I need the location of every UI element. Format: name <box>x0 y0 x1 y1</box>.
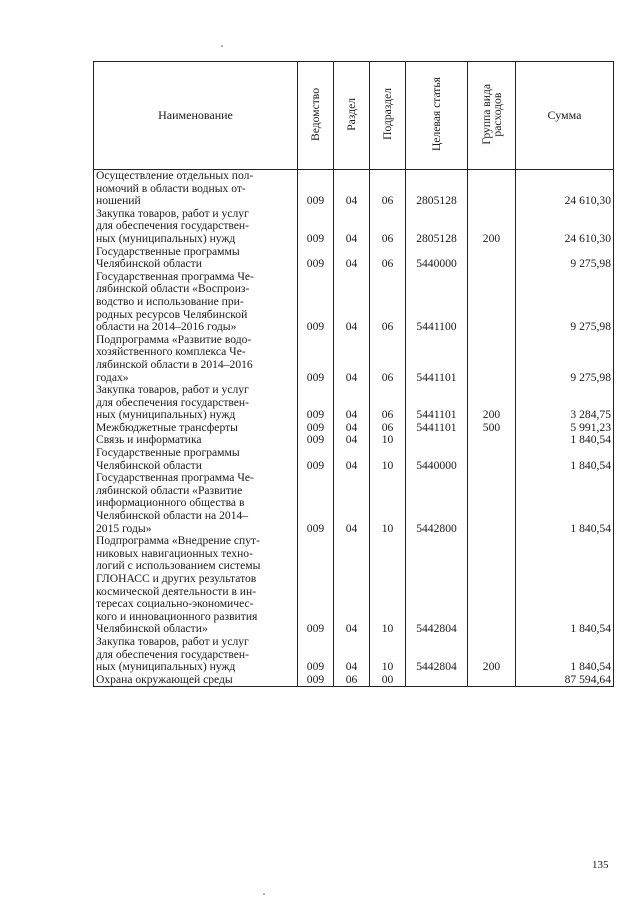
cell-summa: 3 284,75 <box>516 384 614 422</box>
cell-ved: 009 <box>298 472 334 535</box>
cell-summa: 24 610,30 <box>516 208 614 246</box>
cell-ved: 009 <box>298 422 334 435</box>
table-row <box>94 170 614 208</box>
cell-summa: 5 991,23 <box>516 422 614 435</box>
header-celevaya: Целевая статья <box>406 62 468 170</box>
table-row <box>94 636 614 674</box>
cell-razdel: 04 <box>334 271 370 334</box>
cell-razdel: 04 <box>334 246 370 271</box>
page-number: 135 <box>592 859 609 871</box>
cell-gruppa: 500 <box>468 422 516 435</box>
cell-razdel: 04 <box>334 434 370 447</box>
cell-ved: 009 <box>298 674 334 687</box>
cell-gruppa: 200 <box>468 636 516 674</box>
cell-ved: 009 <box>298 170 334 208</box>
header-summa: Сумма <box>516 62 614 170</box>
cell-name: Государственная программа Че- лябинской области «Воспроиз- водство и использование при- родных ресурсов Челябинской области на 2014–2016 годы» <box>94 271 298 334</box>
cell-celevaya: 5442804 <box>406 636 468 674</box>
table-row <box>94 334 614 384</box>
cell-summa: 1 840,54 <box>516 434 614 447</box>
cell-podrazdel: 10 <box>370 535 406 636</box>
cell-podrazdel: 06 <box>370 384 406 422</box>
cell-celevaya: 2805128 <box>406 208 468 246</box>
cell-name: Государственные программы Челябинской области <box>94 246 298 271</box>
cell-summa: 1 840,54 <box>516 447 614 472</box>
cell-summa: 87 594,64 <box>516 674 614 687</box>
cell-podrazdel: 06 <box>370 334 406 384</box>
cell-name: Государственная программа Че- лябинской области «Развитие информационного общества в Челябинской области на 2014– 2015 годы» <box>94 472 298 535</box>
cell-razdel: 04 <box>334 447 370 472</box>
cell-ved: 009 <box>298 434 334 447</box>
cell-summa: 9 275,98 <box>516 334 614 384</box>
cell-gruppa: 200 <box>468 384 516 422</box>
cell-ved: 009 <box>298 384 334 422</box>
cell-name: Государственные программы Челябинской области <box>94 447 298 472</box>
cell-podrazdel: 06 <box>370 246 406 271</box>
cell-podrazdel: 06 <box>370 271 406 334</box>
cell-razdel: 06 <box>334 674 370 687</box>
cell-summa: 24 610,30 <box>516 170 614 208</box>
table-header <box>94 62 614 170</box>
cell-name: Осуществление отдельных пол- номочий в области водных от- ношений <box>94 170 298 208</box>
cell-gruppa <box>468 674 516 687</box>
cell-razdel: 04 <box>334 535 370 636</box>
cell-summa: 9 275,98 <box>516 246 614 271</box>
cell-name: Подпрограмма «Развитие водо- хозяйственного комплекса Че- лябинской области в 2014–2016 годах» <box>94 334 298 384</box>
table-row <box>94 246 614 271</box>
cell-ved: 009 <box>298 636 334 674</box>
cell-gruppa <box>468 170 516 208</box>
cell-ved: 009 <box>298 447 334 472</box>
cell-razdel: 04 <box>334 334 370 384</box>
table-body <box>94 170 614 687</box>
table-row <box>94 472 614 535</box>
table-row <box>94 535 614 636</box>
cell-name: Охрана окружающей среды <box>94 674 298 687</box>
cell-celevaya: 5441101 <box>406 334 468 384</box>
cell-name: Межбюджетные трансферты <box>94 422 298 435</box>
cell-celevaya <box>406 674 468 687</box>
table-row <box>94 384 614 422</box>
cell-name: Закупка товаров, работ и услуг для обеспечения государствен- ных (муниципальных) нужд <box>94 636 298 674</box>
table-row <box>94 208 614 246</box>
cell-ved: 009 <box>298 208 334 246</box>
table-row <box>94 674 614 687</box>
cell-gruppa <box>468 434 516 447</box>
cell-celevaya: 5442800 <box>406 472 468 535</box>
cell-ved: 009 <box>298 271 334 334</box>
scan-speck <box>221 45 223 47</box>
cell-name: Связь и информатика <box>94 434 298 447</box>
cell-ved: 009 <box>298 334 334 384</box>
cell-gruppa <box>468 472 516 535</box>
table-row <box>94 271 614 334</box>
cell-celevaya: 5440000 <box>406 246 468 271</box>
header-razdel: Раздел <box>334 62 370 170</box>
cell-summa: 1 840,54 <box>516 535 614 636</box>
cell-celevaya: 2805128 <box>406 170 468 208</box>
cell-name: Подпрограмма «Внедрение спут- никовых навигационных техно- логий с использованием системы ГЛОНАСС и других результатов космической деятельности в ин- тересах социально-экономичес- кого и инновационного развития Челябинской области» <box>94 535 298 636</box>
cell-gruppa <box>468 334 516 384</box>
scan-speck <box>263 893 265 895</box>
cell-summa: 1 840,54 <box>516 472 614 535</box>
cell-razdel: 04 <box>334 472 370 535</box>
cell-podrazdel: 10 <box>370 447 406 472</box>
cell-celevaya: 5440000 <box>406 447 468 472</box>
cell-gruppa <box>468 271 516 334</box>
cell-celevaya: 5441101 <box>406 384 468 422</box>
header-gruppa: Группа вида расходов <box>468 62 516 170</box>
cell-razdel: 04 <box>334 384 370 422</box>
cell-razdel: 04 <box>334 170 370 208</box>
cell-podrazdel: 10 <box>370 636 406 674</box>
header-podrazdel: Подраздел <box>370 62 406 170</box>
cell-celevaya <box>406 434 468 447</box>
table-row <box>94 447 614 472</box>
cell-razdel: 04 <box>334 636 370 674</box>
cell-name: Закупка товаров, работ и услуг для обеспечения государствен- ных (муниципальных) нужд <box>94 384 298 422</box>
cell-summa: 9 275,98 <box>516 271 614 334</box>
cell-gruppa <box>468 246 516 271</box>
cell-razdel: 04 <box>334 208 370 246</box>
cell-summa: 1 840,54 <box>516 636 614 674</box>
cell-name: Закупка товаров, работ и услуг для обеспечения государствен- ных (муниципальных) нужд <box>94 208 298 246</box>
cell-celevaya: 5441100 <box>406 271 468 334</box>
cell-ved: 009 <box>298 246 334 271</box>
cell-gruppa <box>468 447 516 472</box>
cell-podrazdel: 06 <box>370 170 406 208</box>
budget-table <box>93 61 614 687</box>
cell-razdel: 04 <box>334 422 370 435</box>
header-ved: Ведомство <box>298 62 334 170</box>
cell-podrazdel: 00 <box>370 674 406 687</box>
cell-podrazdel: 06 <box>370 208 406 246</box>
cell-gruppa <box>468 535 516 636</box>
cell-podrazdel: 10 <box>370 434 406 447</box>
cell-ved: 009 <box>298 535 334 636</box>
header-name: Наименование <box>94 62 298 170</box>
cell-celevaya: 5441101 <box>406 422 468 435</box>
cell-gruppa: 200 <box>468 208 516 246</box>
cell-podrazdel: 10 <box>370 472 406 535</box>
cell-celevaya: 5442804 <box>406 535 468 636</box>
cell-podrazdel: 06 <box>370 422 406 435</box>
